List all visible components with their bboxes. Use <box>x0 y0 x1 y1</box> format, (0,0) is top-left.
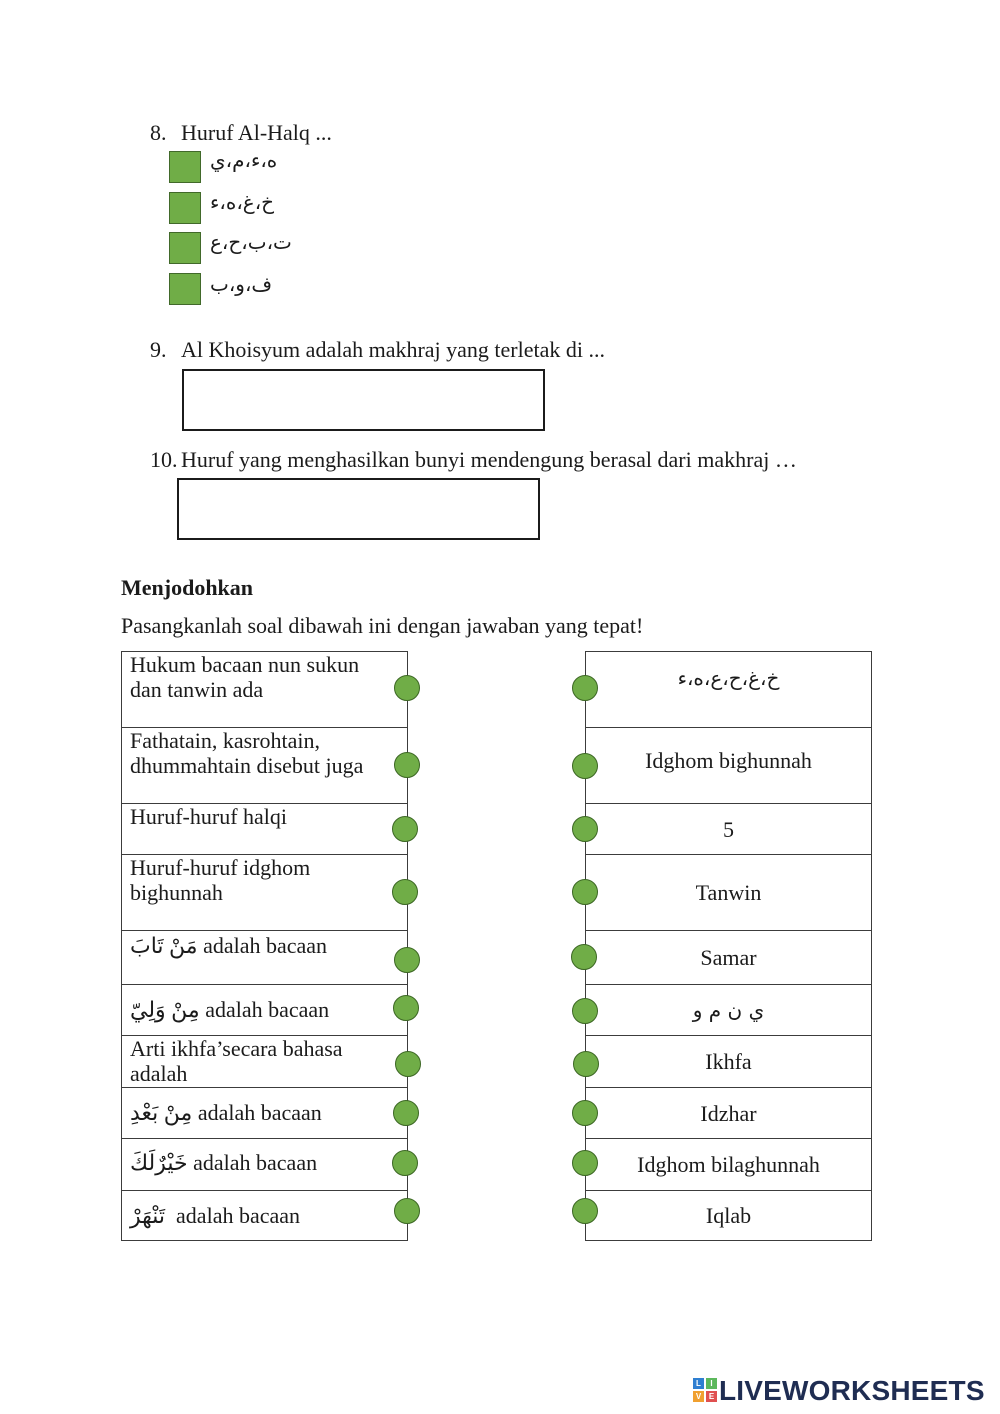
match-question-2-line-1: Fathatain, kasrohtain, <box>130 728 321 753</box>
question-10-answer-input[interactable] <box>177 478 540 540</box>
match-question-3 <box>121 803 408 855</box>
match-question-1-line-1: Hukum bacaan nun sukun <box>130 652 360 677</box>
match-question-8 <box>121 1087 408 1139</box>
question-10-number: 10. <box>150 447 178 472</box>
question-8-number: 8. <box>150 120 167 145</box>
match-dot-right-3[interactable] <box>572 816 598 842</box>
match-answer-3: 5 <box>723 816 734 842</box>
question-9-answer-input[interactable] <box>182 369 545 431</box>
match-question-7-line-1: Arti ikhfa’secara bahasa <box>130 1036 343 1061</box>
match-question-6 <box>121 984 408 1036</box>
match-answer-10: Iqlab <box>705 1203 752 1228</box>
match-dot-left-5[interactable] <box>394 947 420 973</box>
match-question-1 <box>121 651 408 728</box>
match-question-5 <box>121 930 408 985</box>
match-answer-cell-7 <box>585 1035 872 1088</box>
match-question-4 <box>121 854 408 931</box>
match-question-4-line-1: Huruf-huruf idghom <box>130 855 311 880</box>
question-9-number: 9. <box>150 337 167 362</box>
logo-letter-i: I <box>706 1378 717 1389</box>
match-answer-cell-10 <box>585 1190 872 1241</box>
question-8-option-4-checkbox[interactable] <box>169 273 201 305</box>
match-question-7-line-2: adalah <box>130 1061 188 1086</box>
question-8-option-1-label: ه،ء،م،ي <box>210 148 278 172</box>
section-instruction: Pasangkanlah soal dibawah ini dengan jawaban yang tepat! <box>121 613 644 638</box>
match-question-4-line-2: bighunnah <box>130 880 223 905</box>
match-question-2 <box>121 727 408 804</box>
match-question-6-line-1: مِنْ وَلِيّ adalah bacaan <box>130 997 330 1022</box>
match-answer-7: Ikhfa <box>705 1049 752 1074</box>
match-question-7 <box>121 1035 408 1088</box>
match-answer-9: Idghom bilaghunnah <box>637 1152 820 1177</box>
match-answer-2: Idghom bighunnah <box>645 748 812 773</box>
match-answer-6: ي ن م و <box>692 997 765 1022</box>
match-answer-cell-5 <box>585 930 872 985</box>
match-question-9-line-1: خَيْرٌلَكَ adalah bacaan <box>130 1150 318 1175</box>
match-answer-5: Samar <box>700 945 757 970</box>
match-dot-left-4[interactable] <box>392 879 418 905</box>
match-answer-cell-4 <box>585 854 872 931</box>
match-dot-left-3[interactable] <box>392 816 418 842</box>
match-answer-4: Tanwin <box>695 880 762 905</box>
logo-letter-l: L <box>693 1378 704 1389</box>
question-8-option-3-checkbox[interactable] <box>169 232 201 264</box>
match-dot-left-10[interactable] <box>394 1198 420 1224</box>
match-answer-cell-6 <box>585 984 872 1036</box>
match-answer-cell-2 <box>585 727 872 804</box>
match-dot-left-8[interactable] <box>393 1100 419 1126</box>
match-dot-right-9[interactable] <box>572 1150 598 1176</box>
match-answer-cell-9 <box>585 1138 872 1191</box>
match-dot-left-2[interactable] <box>394 752 420 778</box>
match-question-1-line-2: dan tanwin ada <box>130 677 264 702</box>
question-8-option-4-label: ف،و،ب <box>210 272 273 296</box>
match-answer-8: Idzhar <box>700 1100 757 1126</box>
match-question-3-line-1: Huruf-huruf halqi <box>130 804 288 829</box>
question-8-option-2-label: خ،غ،ه،ء <box>210 190 275 214</box>
match-answer-1: خ،غ،ح،ع،ه،ء <box>677 666 780 690</box>
match-dot-right-2[interactable] <box>572 753 598 779</box>
question-8-option-2-checkbox[interactable] <box>169 192 201 224</box>
logo-letter-v: V <box>693 1391 704 1402</box>
question-10-text: Huruf yang menghasilkan bunyi mendengung berasal dari makhraj … <box>181 447 797 472</box>
match-question-10 <box>121 1190 408 1241</box>
match-question-9 <box>121 1138 408 1191</box>
match-dot-right-4[interactable] <box>572 879 598 905</box>
liveworksheets-logo-text: LIVEWORKSHEETS <box>719 1375 985 1406</box>
match-dot-left-7[interactable] <box>395 1051 421 1077</box>
match-question-10-line-1: تَنْهَرْ adalah bacaan <box>130 1203 301 1228</box>
match-dot-right-6[interactable] <box>572 998 598 1024</box>
match-question-5-line-1: مَنْ تَابَ adalah bacaan <box>130 933 328 958</box>
match-dot-right-5[interactable] <box>571 944 597 970</box>
match-dot-right-7[interactable] <box>573 1051 599 1077</box>
liveworksheets-logo-icon <box>693 1378 717 1402</box>
match-dot-left-1[interactable] <box>394 675 420 701</box>
match-question-8-line-1: مِنْ بَعْدِ adalah bacaan <box>130 1100 322 1125</box>
match-answer-cell-3 <box>585 803 872 855</box>
match-question-2-line-2: dhummahtain disebut juga <box>130 753 364 778</box>
match-dot-right-10[interactable] <box>572 1198 598 1224</box>
match-dot-right-8[interactable] <box>572 1100 598 1126</box>
question-8-option-3-label: ت،ب،ح،ع <box>210 230 292 254</box>
question-8-text: Huruf Al-Halq ... <box>181 120 332 145</box>
match-answer-cell-1 <box>585 651 872 728</box>
match-dot-left-9[interactable] <box>392 1150 418 1176</box>
logo-letter-e: E <box>706 1391 717 1402</box>
question-8-option-1-checkbox[interactable] <box>169 151 201 183</box>
match-dot-right-1[interactable] <box>572 675 598 701</box>
section-title: Menjodohkan <box>121 575 254 600</box>
question-9-text: Al Khoisyum adalah makhraj yang terletak di ... <box>181 337 605 362</box>
match-dot-left-6[interactable] <box>393 995 419 1021</box>
match-answer-cell-8 <box>585 1087 872 1139</box>
